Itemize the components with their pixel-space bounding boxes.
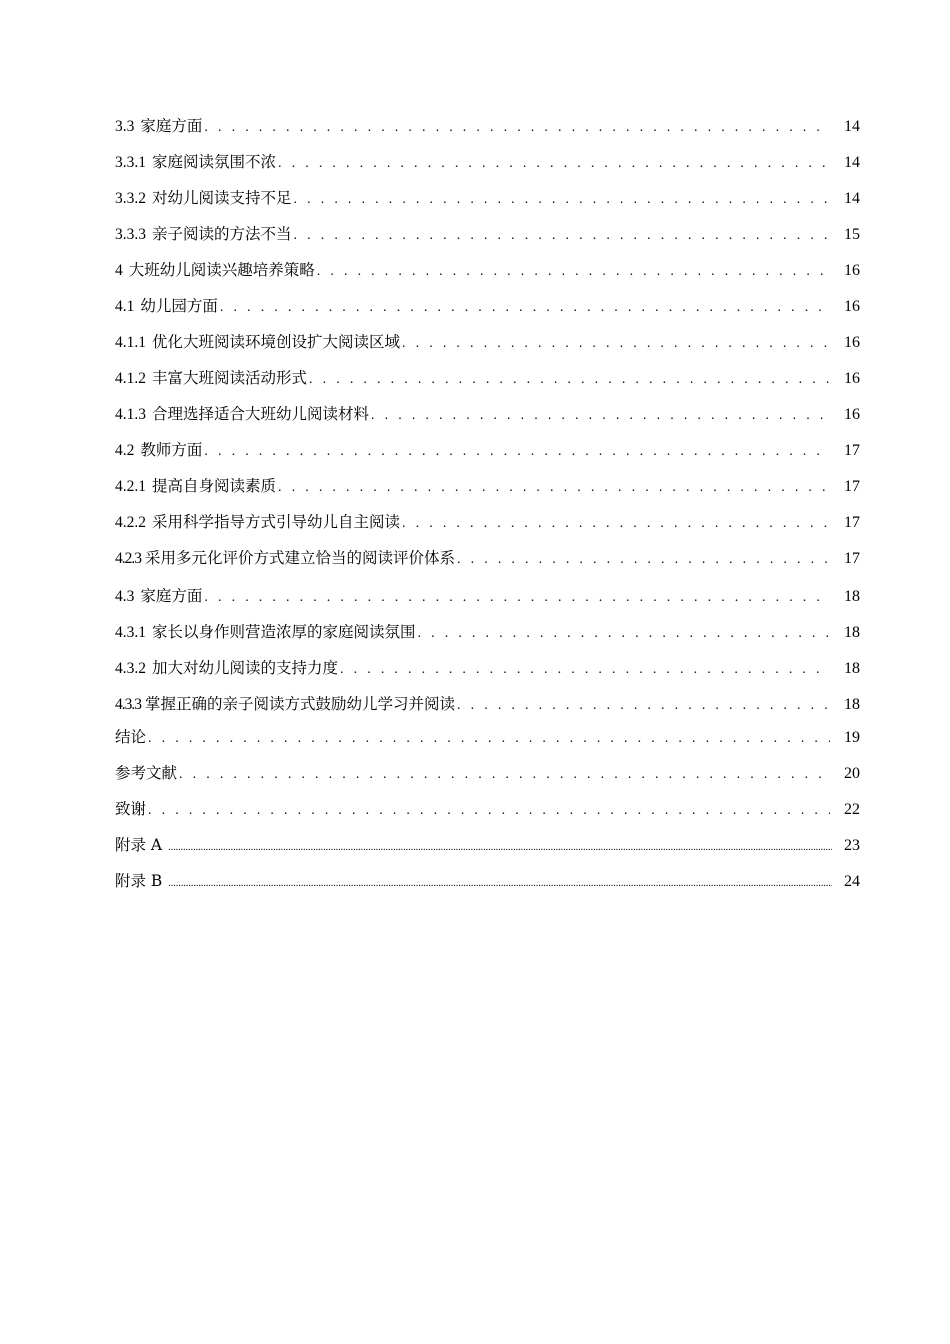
- toc-entry-title: 合理选择适合大班幼儿阅读材料: [152, 405, 370, 423]
- toc-entry-page: 16: [844, 298, 860, 315]
- toc-entry-number: 4.2.1: [115, 478, 146, 495]
- toc-dot-leader: [148, 729, 830, 749]
- toc-entry-page: 14: [844, 190, 860, 207]
- toc-entry-title: 加大对幼儿阅读的支持力度: [152, 659, 339, 677]
- toc-entry-number: 4.1.2: [115, 370, 146, 387]
- toc-entry-number: 3.3.3: [115, 226, 146, 243]
- toc-entry[interactable]: [115, 188, 860, 224]
- toc-entry[interactable]: [115, 152, 860, 188]
- table-of-contents: [115, 116, 860, 907]
- toc-dot-leader: [402, 334, 830, 354]
- toc-dot-leader: [204, 588, 830, 608]
- toc-entry-title: 采用科学指导方式引导幼儿自主阅读: [152, 513, 401, 531]
- toc-dot-leader: [168, 874, 832, 894]
- toc-entry-title: 幼儿园方面: [140, 297, 218, 315]
- toc-entry[interactable]: [115, 622, 860, 658]
- toc-entry-title: 提高自身阅读素质: [152, 477, 277, 495]
- toc-entry[interactable]: [115, 658, 860, 694]
- toc-entry[interactable]: [115, 763, 860, 799]
- toc-entry[interactable]: [115, 512, 860, 548]
- toc-entry[interactable]: [115, 260, 860, 296]
- toc-dot-leader: [457, 550, 830, 570]
- toc-entry-title: 对幼儿阅读支持不足: [152, 189, 292, 207]
- toc-entry[interactable]: [115, 224, 860, 260]
- toc-entry-page: 14: [844, 118, 860, 135]
- toc-entry-number: 4.2.2: [115, 514, 146, 531]
- toc-entry-number: 4.1.1: [115, 334, 146, 351]
- toc-entry-title: 大班幼儿阅读兴趣培养策略: [128, 261, 315, 279]
- toc-entry-title: 附录 B: [115, 872, 163, 890]
- toc-entry-page: 16: [844, 370, 860, 387]
- toc-entry[interactable]: [115, 476, 860, 512]
- toc-dot-leader: [294, 226, 830, 246]
- toc-entry-title: 结论: [115, 728, 147, 746]
- toc-entry[interactable]: [115, 835, 860, 871]
- toc-dot-leader: [220, 298, 830, 318]
- toc-dot-leader: [204, 442, 830, 462]
- toc-entry-page: 23: [844, 837, 860, 854]
- toc-dot-leader: [340, 660, 830, 680]
- toc-dot-leader: [418, 624, 830, 644]
- toc-dot-leader: [317, 262, 830, 282]
- toc-entry-number: 4.1: [115, 298, 135, 315]
- toc-entry[interactable]: [115, 586, 860, 622]
- toc-entry-title: 优化大班阅读环境创设扩大阅读区域: [152, 333, 401, 351]
- toc-entry-page: 22: [844, 801, 860, 818]
- toc-entry[interactable]: [115, 548, 860, 586]
- toc-dot-leader: [402, 514, 830, 534]
- toc-entry[interactable]: [115, 404, 860, 440]
- toc-entry-title: 采用多元化评价方式建立恰当的阅读评价体系: [145, 549, 456, 567]
- toc-entry[interactable]: [115, 440, 860, 476]
- toc-entry-page: 17: [844, 442, 860, 459]
- toc-entry-title: 附录 A: [115, 836, 163, 854]
- toc-entry-page: 18: [844, 588, 860, 605]
- toc-entry-number: 4: [115, 262, 123, 279]
- toc-entry-page: 19: [844, 729, 860, 746]
- toc-entry-page: 17: [844, 478, 860, 495]
- toc-dot-leader: [168, 838, 832, 858]
- toc-entry-title: 亲子阅读的方法不当: [152, 225, 292, 243]
- toc-entry-number: 4.3.1: [115, 624, 146, 641]
- toc-entry-page: 17: [844, 514, 860, 531]
- toc-entry-title: 家长以身作则营造浓厚的家庭阅读氛围: [152, 623, 416, 641]
- toc-entry-page: 17: [844, 550, 860, 567]
- toc-entry[interactable]: [115, 727, 860, 763]
- toc-entry-number: 3.3.2: [115, 190, 146, 207]
- toc-entry-title: 教师方面: [140, 441, 203, 459]
- toc-entry-number: 4.3.2: [115, 660, 146, 677]
- toc-dot-leader: [204, 118, 830, 138]
- toc-entry-page: 16: [844, 334, 860, 351]
- toc-entry-page: 18: [844, 696, 860, 713]
- toc-entry-page: 24: [844, 873, 860, 890]
- toc-entry[interactable]: [115, 799, 860, 835]
- toc-dot-leader: [294, 190, 830, 210]
- toc-entry-title: 家庭方面: [140, 117, 203, 135]
- toc-entry-title: 丰富大班阅读活动形式: [152, 369, 308, 387]
- toc-entry-number: 4.3.3: [115, 696, 141, 713]
- toc-entry-number: 3.3.1: [115, 154, 146, 171]
- toc-entry[interactable]: [115, 368, 860, 404]
- toc-entry-number: 3.3: [115, 118, 135, 135]
- toc-entry[interactable]: [115, 871, 860, 907]
- toc-entry-page: 18: [844, 624, 860, 641]
- toc-dot-leader: [309, 370, 830, 390]
- toc-entry-title: 致谢: [115, 800, 147, 818]
- toc-dot-leader: [148, 801, 830, 821]
- toc-dot-leader: [371, 406, 830, 426]
- toc-entry[interactable]: [115, 296, 860, 332]
- toc-entry-page: 18: [844, 660, 860, 677]
- toc-entry-page: 14: [844, 154, 860, 171]
- toc-entry-number: 4.2: [115, 442, 135, 459]
- toc-entry-title: 家庭阅读氛围不浓: [152, 153, 277, 171]
- toc-entry-number: 4.2.3: [115, 550, 141, 567]
- toc-dot-leader: [457, 696, 830, 716]
- toc-entry[interactable]: [115, 332, 860, 368]
- toc-dot-leader: [179, 765, 830, 785]
- toc-entry[interactable]: [115, 694, 860, 727]
- toc-entry-page: 16: [844, 406, 860, 423]
- toc-entry-title: 掌握正确的亲子阅读方式鼓励幼儿学习并阅读: [145, 695, 456, 713]
- toc-entry-page: 20: [844, 765, 860, 782]
- toc-entry[interactable]: [115, 116, 860, 152]
- toc-entry-number: 4.1.3: [115, 406, 146, 423]
- toc-entry-title: 家庭方面: [140, 587, 203, 605]
- toc-entry-number: 4.3: [115, 588, 135, 605]
- toc-dot-leader: [278, 478, 830, 498]
- toc-entry-title: 参考文献: [115, 764, 178, 782]
- toc-entry-page: 15: [844, 226, 860, 243]
- toc-dot-leader: [278, 154, 830, 174]
- toc-entry-page: 16: [844, 262, 860, 279]
